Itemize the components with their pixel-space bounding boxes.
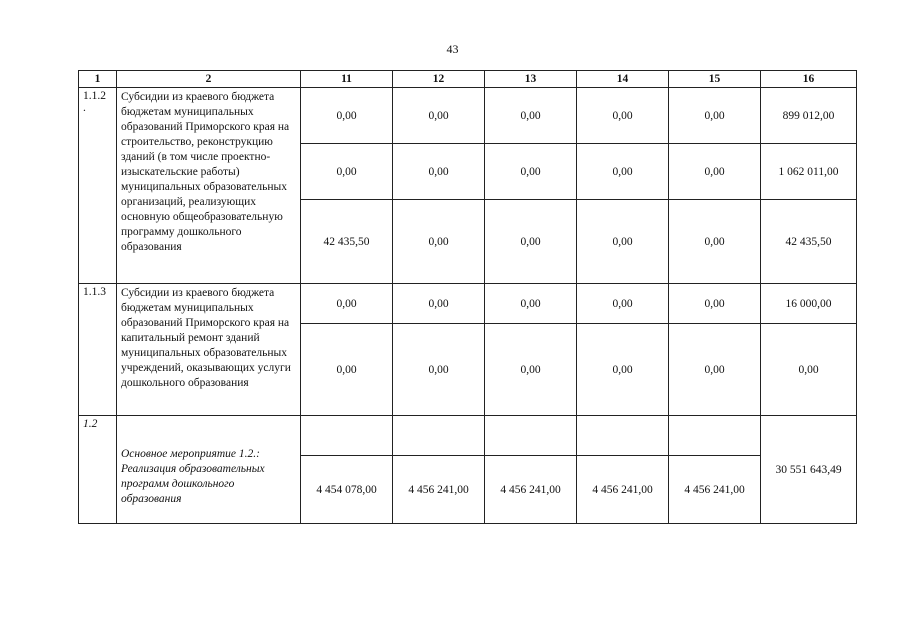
value-cell: 0,00	[485, 324, 577, 416]
table-row	[79, 416, 857, 456]
value-cell: 0,00	[301, 88, 393, 144]
value-cell: 0,00	[301, 284, 393, 324]
total-cell: 42 435,50	[761, 200, 857, 284]
total-cell: 30 551 643,49	[761, 416, 857, 524]
empty-cell	[393, 416, 485, 456]
value-cell: 4 456 241,00	[393, 456, 485, 524]
value-cell: 0,00	[577, 284, 669, 324]
empty-cell	[669, 416, 761, 456]
row-number: 1.2	[79, 416, 117, 524]
value-cell: 0,00	[393, 200, 485, 284]
empty-cell	[301, 416, 393, 456]
empty-cell	[577, 416, 669, 456]
col-header-1: 1	[79, 71, 117, 88]
col-header-12: 12	[393, 71, 485, 88]
total-cell: 16 000,00	[761, 284, 857, 324]
row-number: 1.1.3	[79, 284, 117, 416]
col-header-2: 2	[117, 71, 301, 88]
row-description: Субсидии из краевого бюджета бюджетам муниципальных образований Приморского края на строительство, реконструкцию зданий (в том числе проектно-изыскательские работы) муниципальных образовательных организаций, реализующих основную общеобразовательную программу дошкольного образования	[117, 88, 301, 284]
value-cell: 0,00	[577, 200, 669, 284]
value-cell: 0,00	[669, 88, 761, 144]
value-cell: 0,00	[577, 88, 669, 144]
total-cell: 899 012,00	[761, 88, 857, 144]
row-description: Субсидии из краевого бюджета бюджетам муниципальных образований Приморского края на капитальный ремонт зданий муниципальных образовательных учреждений, оказывающих услуги дошкольного образования	[117, 284, 301, 416]
col-header-16: 16	[761, 71, 857, 88]
empty-cell	[485, 416, 577, 456]
value-cell: 0,00	[669, 200, 761, 284]
value-cell: 0,00	[577, 144, 669, 200]
value-cell: 4 456 241,00	[577, 456, 669, 524]
total-cell: 1 062 011,00	[761, 144, 857, 200]
value-cell: 0,00	[669, 284, 761, 324]
value-cell: 4 454 078,00	[301, 456, 393, 524]
header-row	[79, 71, 857, 88]
value-cell: 42 435,50	[301, 200, 393, 284]
value-cell: 0,00	[577, 324, 669, 416]
value-cell: 0,00	[393, 324, 485, 416]
value-cell: 0,00	[485, 284, 577, 324]
total-cell: 0,00	[761, 324, 857, 416]
col-header-13: 13	[485, 71, 577, 88]
row-number: 1.1.2 .	[79, 88, 117, 284]
row-description: Основное мероприятие 1.2.: Реализация образовательных программ дошкольного образования	[117, 416, 301, 524]
col-header-14: 14	[577, 71, 669, 88]
page-number: 43	[446, 42, 459, 56]
col-header-15: 15	[669, 71, 761, 88]
value-cell: 0,00	[393, 284, 485, 324]
value-cell: 4 456 241,00	[485, 456, 577, 524]
table-row	[79, 88, 857, 144]
value-cell: 0,00	[669, 144, 761, 200]
table-row	[79, 284, 857, 324]
value-cell: 4 456 241,00	[669, 456, 761, 524]
value-cell: 0,00	[393, 144, 485, 200]
value-cell: 0,00	[485, 88, 577, 144]
value-cell: 0,00	[301, 144, 393, 200]
col-header-11: 11	[301, 71, 393, 88]
budget-table	[78, 70, 857, 524]
value-cell: 0,00	[485, 144, 577, 200]
value-cell: 0,00	[301, 324, 393, 416]
value-cell: 0,00	[669, 324, 761, 416]
value-cell: 0,00	[485, 200, 577, 284]
value-cell: 0,00	[393, 88, 485, 144]
